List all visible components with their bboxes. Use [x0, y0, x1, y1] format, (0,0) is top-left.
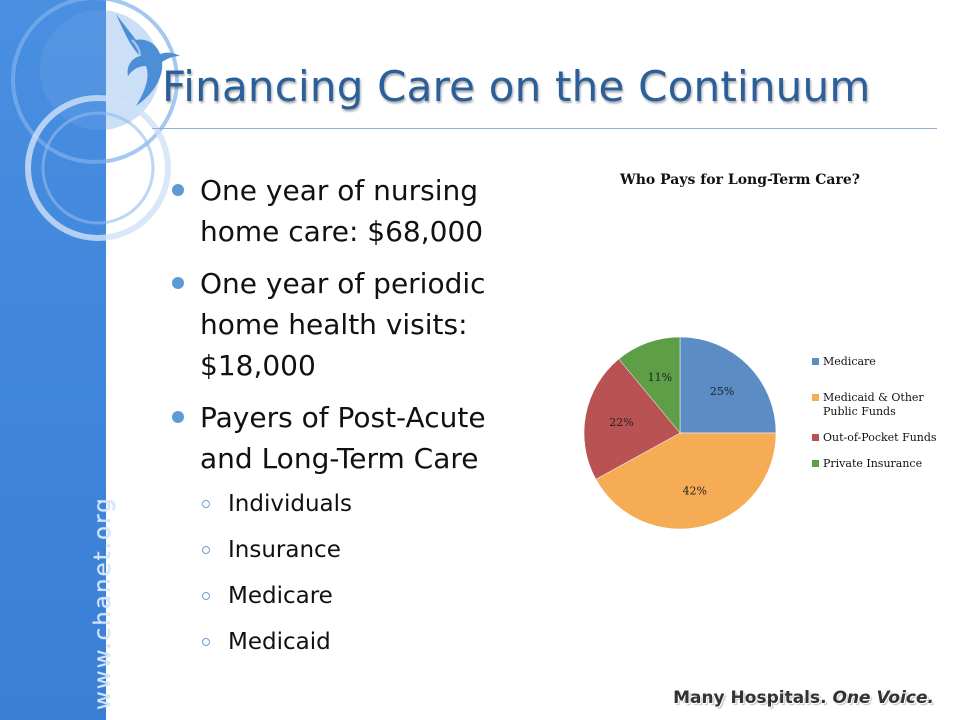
- sub-bullet-item: [172, 573, 532, 619]
- legend-label: Medicaid & Other Public Funds: [823, 391, 924, 418]
- legend-item: [812, 431, 942, 445]
- bullet-text: Payers of Post-Acute and Long-Term Care: [200, 401, 486, 475]
- bullet-dot-icon: [172, 411, 184, 423]
- bullet-list: [172, 170, 532, 665]
- sub-bullet-item: [172, 527, 532, 573]
- legend-swatch: [812, 394, 819, 401]
- tagline-part2: One Voice.: [832, 688, 934, 708]
- legend-label: Medicare: [823, 355, 876, 368]
- sub-bullet-text: Insurance: [228, 537, 341, 563]
- slide-title: Financing Care on the Continuum: [162, 62, 871, 111]
- legend-item: [812, 391, 942, 419]
- chart-title: Who Pays for Long-Term Care?: [620, 172, 860, 188]
- sub-bullet-ring-icon: [202, 592, 210, 600]
- legend-item: [812, 457, 942, 471]
- bullet-item: [172, 263, 532, 386]
- pie-data-label: 42%: [682, 484, 708, 498]
- sub-bullet-text: Medicare: [228, 583, 333, 609]
- sidebar-decoration: [0, 0, 116, 720]
- pie-data-label: 25%: [709, 384, 735, 398]
- legend-swatch: [812, 358, 819, 365]
- website-url: www.chanet.org: [90, 496, 116, 710]
- tagline-part1: Many Hospitals.: [673, 688, 827, 708]
- pie-chart: [560, 320, 800, 550]
- legend-label: Private Insurance: [823, 457, 923, 470]
- sub-bullet-ring-icon: [202, 546, 210, 554]
- pie-data-label: 22%: [609, 415, 634, 429]
- bullet-dot-icon: [172, 184, 184, 196]
- chart-legend: [812, 355, 942, 471]
- tagline: [673, 688, 934, 708]
- bullet-text: One year of periodic home health visits: $18,000: [200, 267, 486, 382]
- sub-bullet-ring-icon: [202, 638, 210, 646]
- sub-bullet-ring-icon: [202, 500, 210, 508]
- bullet-item: [172, 397, 532, 479]
- sub-bullet-text: Medicaid: [228, 629, 331, 655]
- pie-data-label: 11%: [647, 370, 673, 384]
- legend-swatch: [812, 434, 819, 441]
- bullet-dot-icon: [172, 277, 184, 289]
- bullet-item: [172, 170, 532, 252]
- sub-bullet-item: [172, 481, 532, 527]
- legend-swatch: [812, 460, 819, 467]
- legend-item: [812, 355, 942, 369]
- sub-bullet-text: Individuals: [228, 491, 352, 517]
- sub-bullet-item: [172, 619, 532, 665]
- bullet-text: One year of nursing home care: $68,000: [200, 174, 484, 248]
- legend-label: Out-of-Pocket Funds: [823, 431, 937, 444]
- title-divider: [152, 128, 937, 129]
